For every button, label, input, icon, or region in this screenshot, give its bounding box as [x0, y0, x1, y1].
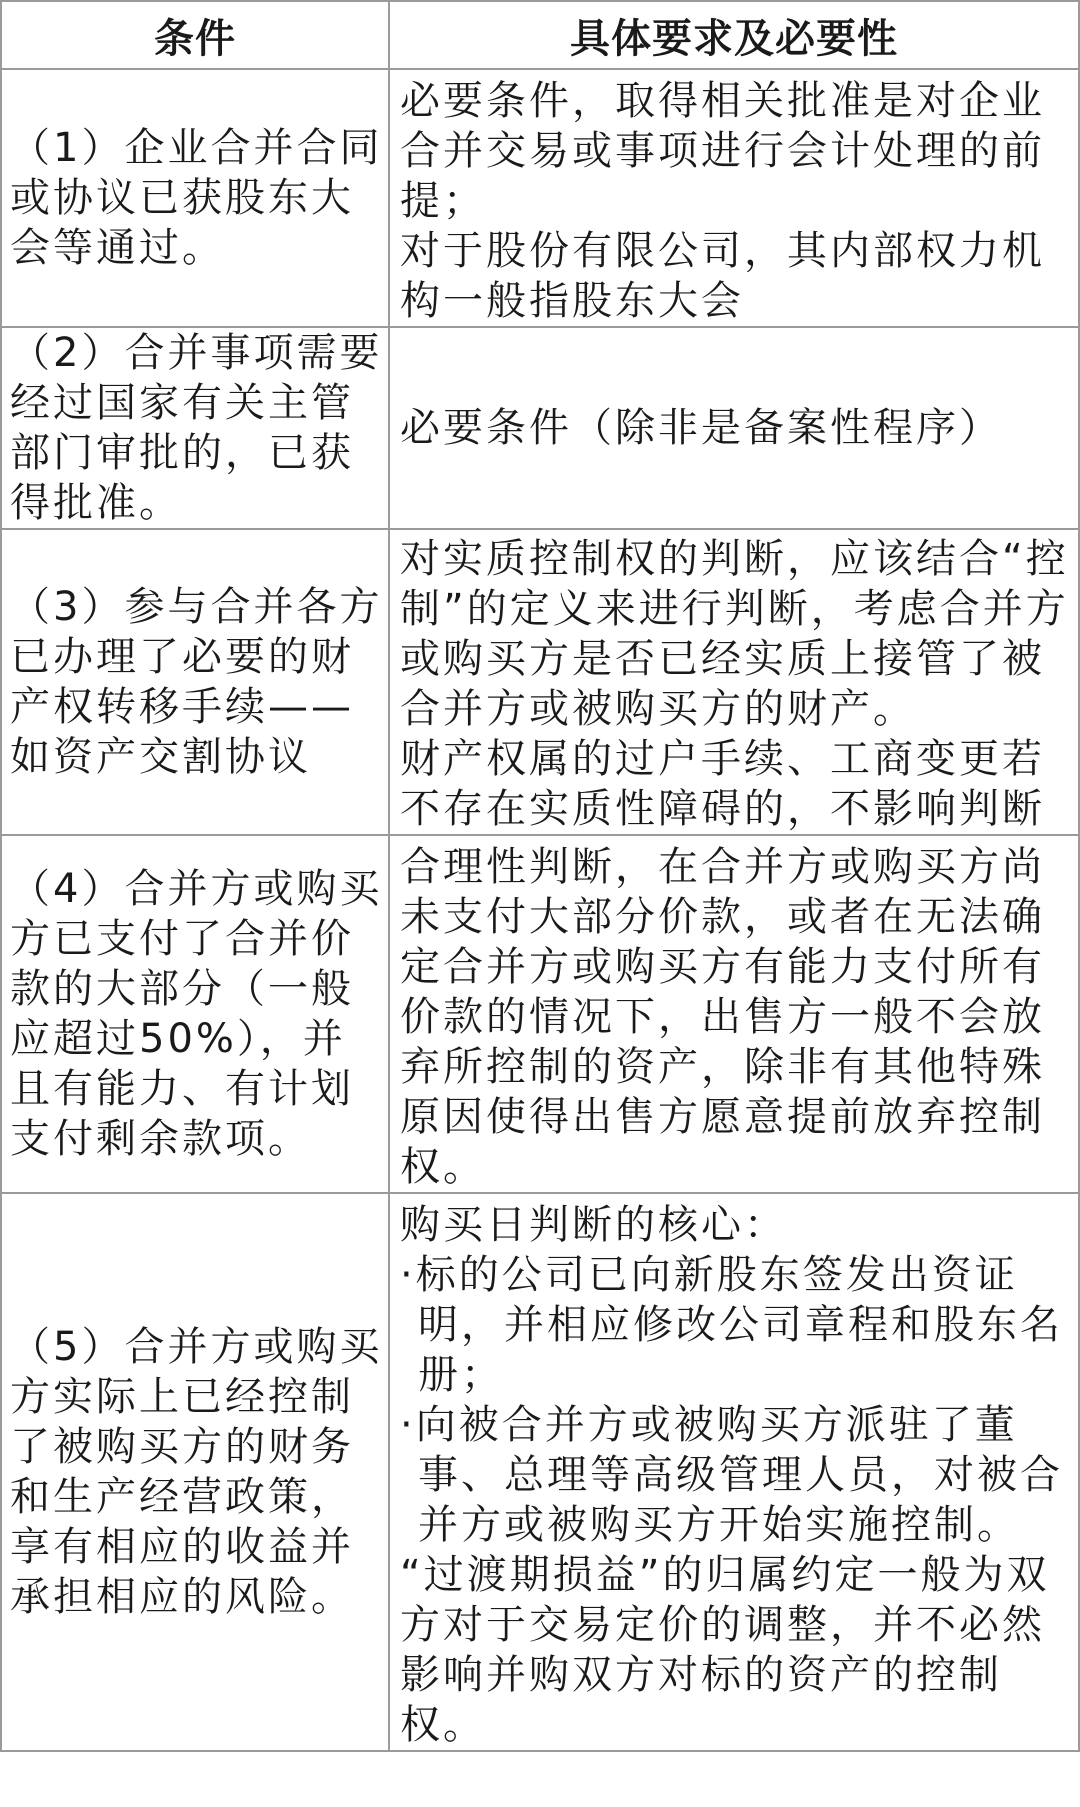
condition-text: （5）合并方或购买方实际上已经控制了被购买方的财务和生产经营政策，享有相应的收益并承担相应的风险。 — [10, 1324, 383, 1620]
condition-cell — [1, 69, 389, 327]
table-row — [1, 529, 1079, 835]
table-row — [1, 69, 1079, 327]
condition-cell — [1, 835, 389, 1193]
table-row — [1, 1193, 1079, 1751]
condition-cell — [1, 529, 389, 835]
table-row — [1, 327, 1079, 529]
requirement-cell — [389, 69, 1079, 327]
requirement-cell — [389, 327, 1079, 529]
condition-cell — [1, 1193, 389, 1751]
requirement-line: 对实质控制权的判断，应该结合“控制”的定义来进行判断，考虑合并方或购买方是否已经实质上接管了被合并方或被购买方的财产。 — [400, 536, 1069, 732]
requirement-line: 合理性判断，在合并方或购买方尚未支付大部分价款，或者在无法确定合并方或购买方有能力支付所有价款的情况下，出售方一般不会放弃所控制的资产，除非有其他特殊原因使得出售方愿意提前放弃控制权。 — [400, 844, 1045, 1190]
requirement-note: “过渡期损益”的归属约定一般为双方对于交易定价的调整，并不必然影响并购双方对标的资产的控制权。 — [400, 1552, 1050, 1748]
table-row — [1, 835, 1079, 1193]
requirement-cell — [389, 1193, 1079, 1751]
requirement-line: 必要条件，取得相关批准是对企业合并交易或事项进行会计处理的前提； — [400, 78, 1045, 224]
requirement-intro: 购买日判断的核心： — [400, 1202, 787, 1248]
condition-text: （3）参与合并各方已办理了必要的财产权转移手续——如资产交割协议 — [10, 584, 383, 780]
requirement-line: 必要条件（除非是备案性程序） — [400, 405, 1002, 451]
column-header-requirement: 具体要求及必要性 — [389, 1, 1079, 69]
condition-text: （1）企业合并合同或协议已获股东大会等通过。 — [10, 125, 383, 271]
requirement-cell — [389, 835, 1079, 1193]
condition-text: （4）合并方或购买方已支付了合并价款的大部分（一般应超过50%），并且有能力、有计划支付剩余款项。 — [10, 866, 383, 1162]
requirement-cell — [389, 529, 1079, 835]
requirement-line: 对于股份有限公司，其内部权力机构一般指股东大会 — [400, 228, 1045, 324]
column-header-condition: 条件 — [1, 1, 389, 69]
requirement-bullet: ·向被合并方或被购买方派驻了董事、总理等高级管理人员，对被合并方或被购买方开始实施控制。 — [400, 1402, 1063, 1548]
condition-text: （2）合并事项需要经过国家有关主管部门审批的，已获得批准。 — [10, 330, 383, 526]
requirement-bullet: ·标的公司已向新股东签发出资证明，并相应修改公司章程和股东名册； — [400, 1252, 1063, 1398]
requirement-line: 财产权属的过户手续、工商变更若不存在实质性障碍的，不影响判断 — [400, 736, 1045, 832]
condition-cell — [1, 327, 389, 529]
table-header-row — [1, 1, 1079, 69]
